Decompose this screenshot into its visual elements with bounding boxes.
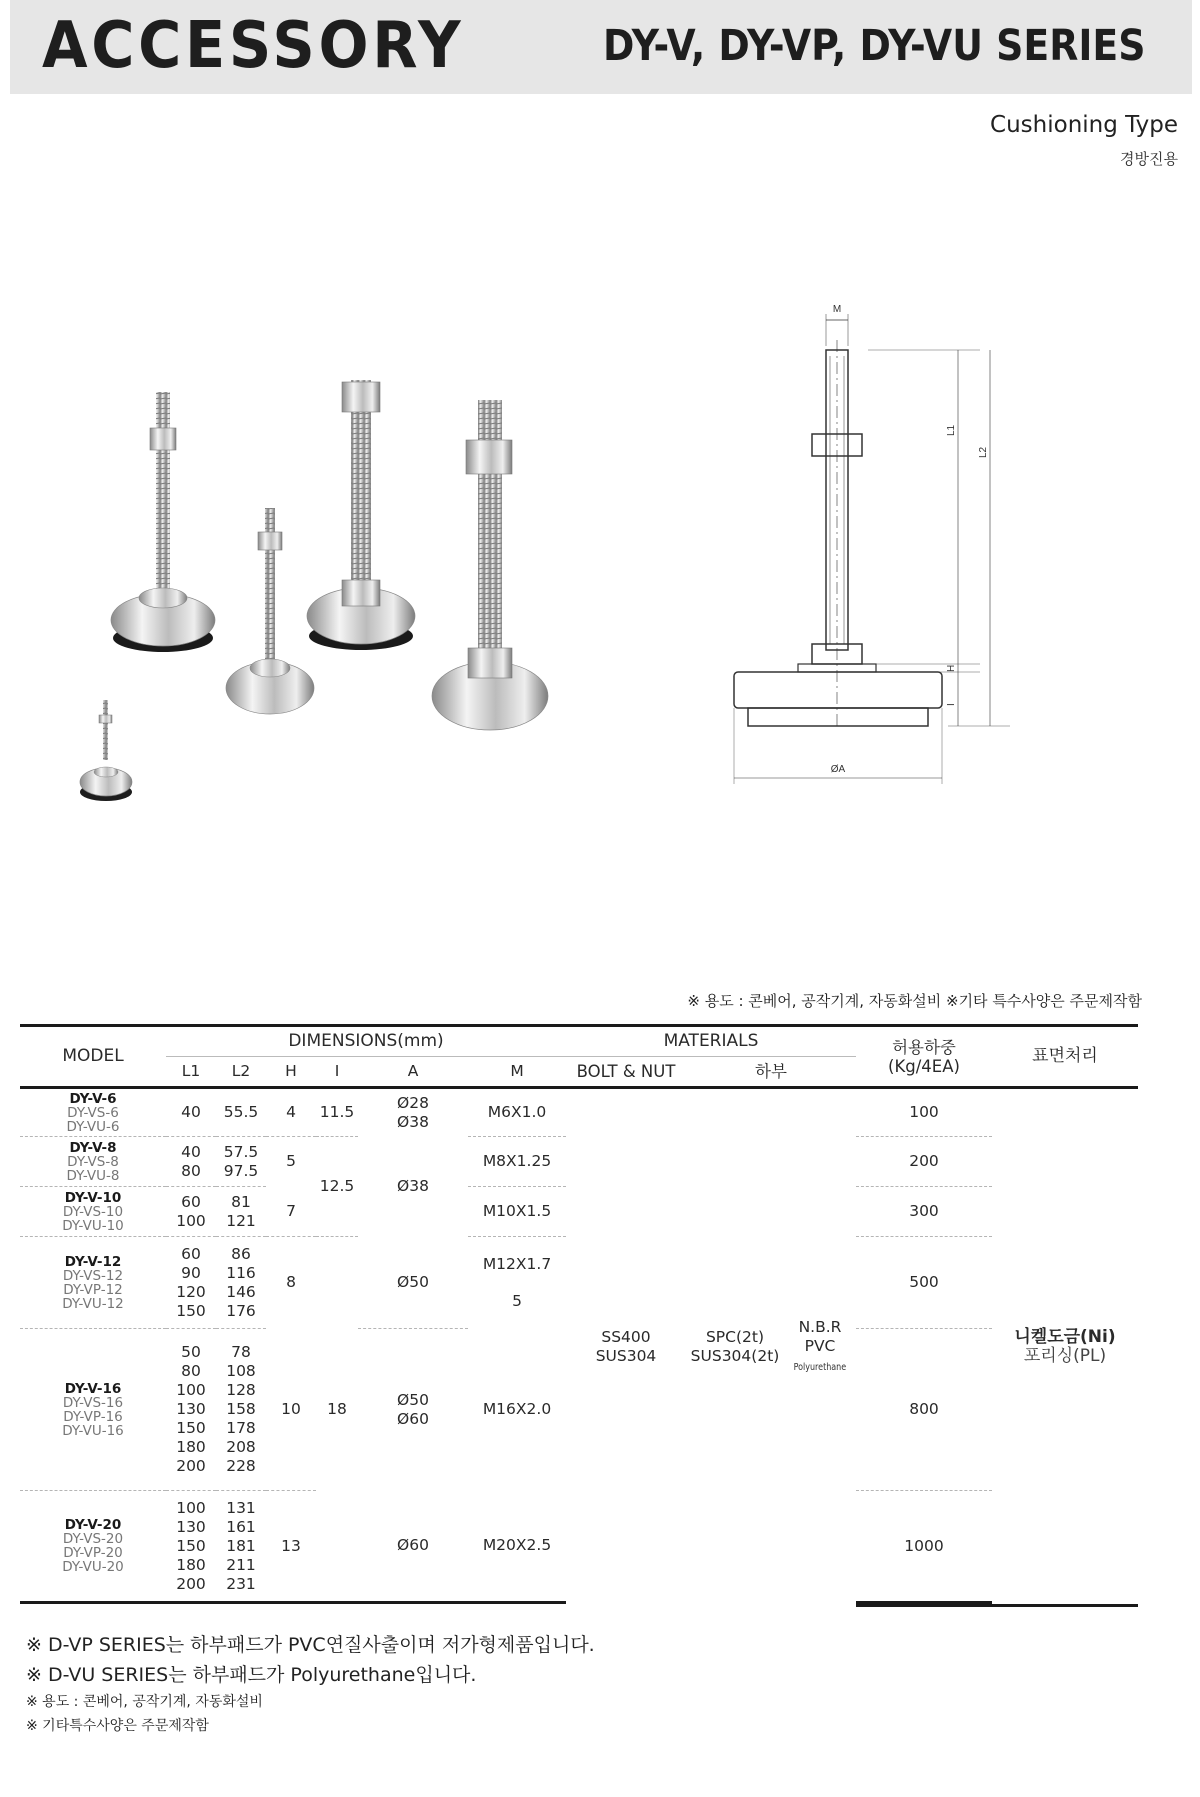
materials-bottom: SPC(2t) SUS304(2t) (690, 1328, 780, 1366)
materials-pad: N.B.R PVC Polyurethane (793, 1317, 847, 1373)
page-title: ACCESSORY (42, 9, 465, 83)
col-load: 허용하중 (856, 1026, 992, 1057)
col-bolt-nut: BOLT & NUT (566, 1057, 686, 1088)
col-a: A (358, 1057, 468, 1088)
footnotes (26, 1630, 595, 1738)
note-vp: ※ D-VP SERIES는 하부패드가 PVC연질사출이며 저가형제품입니다. (26, 1634, 595, 1656)
col-surface: 표면처리 (992, 1026, 1138, 1088)
diagram-label-m: M (832, 304, 842, 315)
usage-note: ※ 용도 : 콘베어, 공작기계, 자동화설비 ※기타 특수사양은 주문제작함 (687, 992, 1142, 1010)
table-row: DY-V-8 DY-VS-8 DY-VU-8 40 80 57.5 97.5 5 12.5 Ø38 M8X1.25 200 (20, 1137, 1138, 1187)
leveling-foot-m16 (307, 380, 415, 650)
diagram-label-h: H (946, 664, 957, 672)
leveling-foot-m12 (111, 392, 215, 652)
table-row: DY-V-16 DY-VS-16 DY-VP-16 DY-VU-16 50 80 100 130 150 180 200 78 108 128 158 178 208 228 10 18 Ø50 Ø60 M16X2.0 800 (20, 1329, 1138, 1491)
leveling-foot-m6 (80, 700, 132, 801)
type-label: Cushioning Type (990, 112, 1178, 138)
leveling-foot-m20 (432, 400, 548, 730)
col-load-unit: (Kg/4EA) (856, 1057, 992, 1088)
col-l2: L2 (216, 1057, 266, 1088)
col-h: H (266, 1057, 316, 1088)
surface-treatment: 니켈도금(Ni) 포리싱(PL) (1014, 1326, 1116, 1366)
col-model: MODEL (20, 1026, 166, 1088)
leveling-foot-m10 (226, 508, 314, 714)
table-row: DY-V-12 DY-VS-12 DY-VP-12 DY-VU-12 60 90 120 150 86 116 146 176 8 Ø50 M12X1.7 5 500 (20, 1237, 1138, 1329)
note-vu: ※ D-VU SERIES는 하부패드가 Polyurethane입니다. (26, 1664, 477, 1686)
col-i: I (316, 1057, 358, 1088)
col-bottom: 하부 (686, 1057, 856, 1088)
type-label-korean: 경방진용 (1120, 150, 1178, 168)
table-row: DY-V-20 DY-VS-20 DY-VP-20 DY-VU-20 100 130 150 180 200 131 161 181 211 231 13 Ø60 M20X2.5 1000 (20, 1491, 1138, 1603)
col-materials: MATERIALS (566, 1026, 856, 1057)
col-dimensions: DIMENSIONS(mm) (166, 1026, 566, 1057)
diagram-label-a: ØA (830, 764, 846, 775)
diagram-label-l1: L1 (946, 424, 957, 436)
product-photo (70, 380, 630, 820)
col-m: M (468, 1057, 566, 1088)
col-l1: L1 (166, 1057, 216, 1088)
dimension-diagram (718, 296, 1048, 796)
diagram-label-i: I (946, 703, 957, 706)
table-row: DY-V-10 DY-VS-10 DY-VU-10 60 100 81 121 7 M10X1.5 300 (20, 1187, 1138, 1237)
diagram-label-l2: L2 (978, 446, 989, 458)
note-custom: ※ 기타특수사양은 주문제작함 (26, 1718, 209, 1734)
spec-table (20, 1024, 1138, 1607)
note-usage: ※ 용도 : 콘베어, 공작기계, 자동화설비 (26, 1694, 263, 1710)
table-row: DY-V-6 DY-VS-6 DY-VU-6 40 55.5 4 11.5 Ø28 Ø38 M6X1.0 SS400 SUS304 SPC(2t) SUS304(2t) N.B.R PVC Polyurethane 100 니켈도금(Ni) 포리싱(PL) (20, 1088, 1138, 1137)
series-title: DY-V, DY-VP, DY-VU SERIES (603, 21, 1146, 71)
page-header (10, 0, 1192, 94)
materials-bolt: SS400 SUS304 (595, 1328, 657, 1366)
